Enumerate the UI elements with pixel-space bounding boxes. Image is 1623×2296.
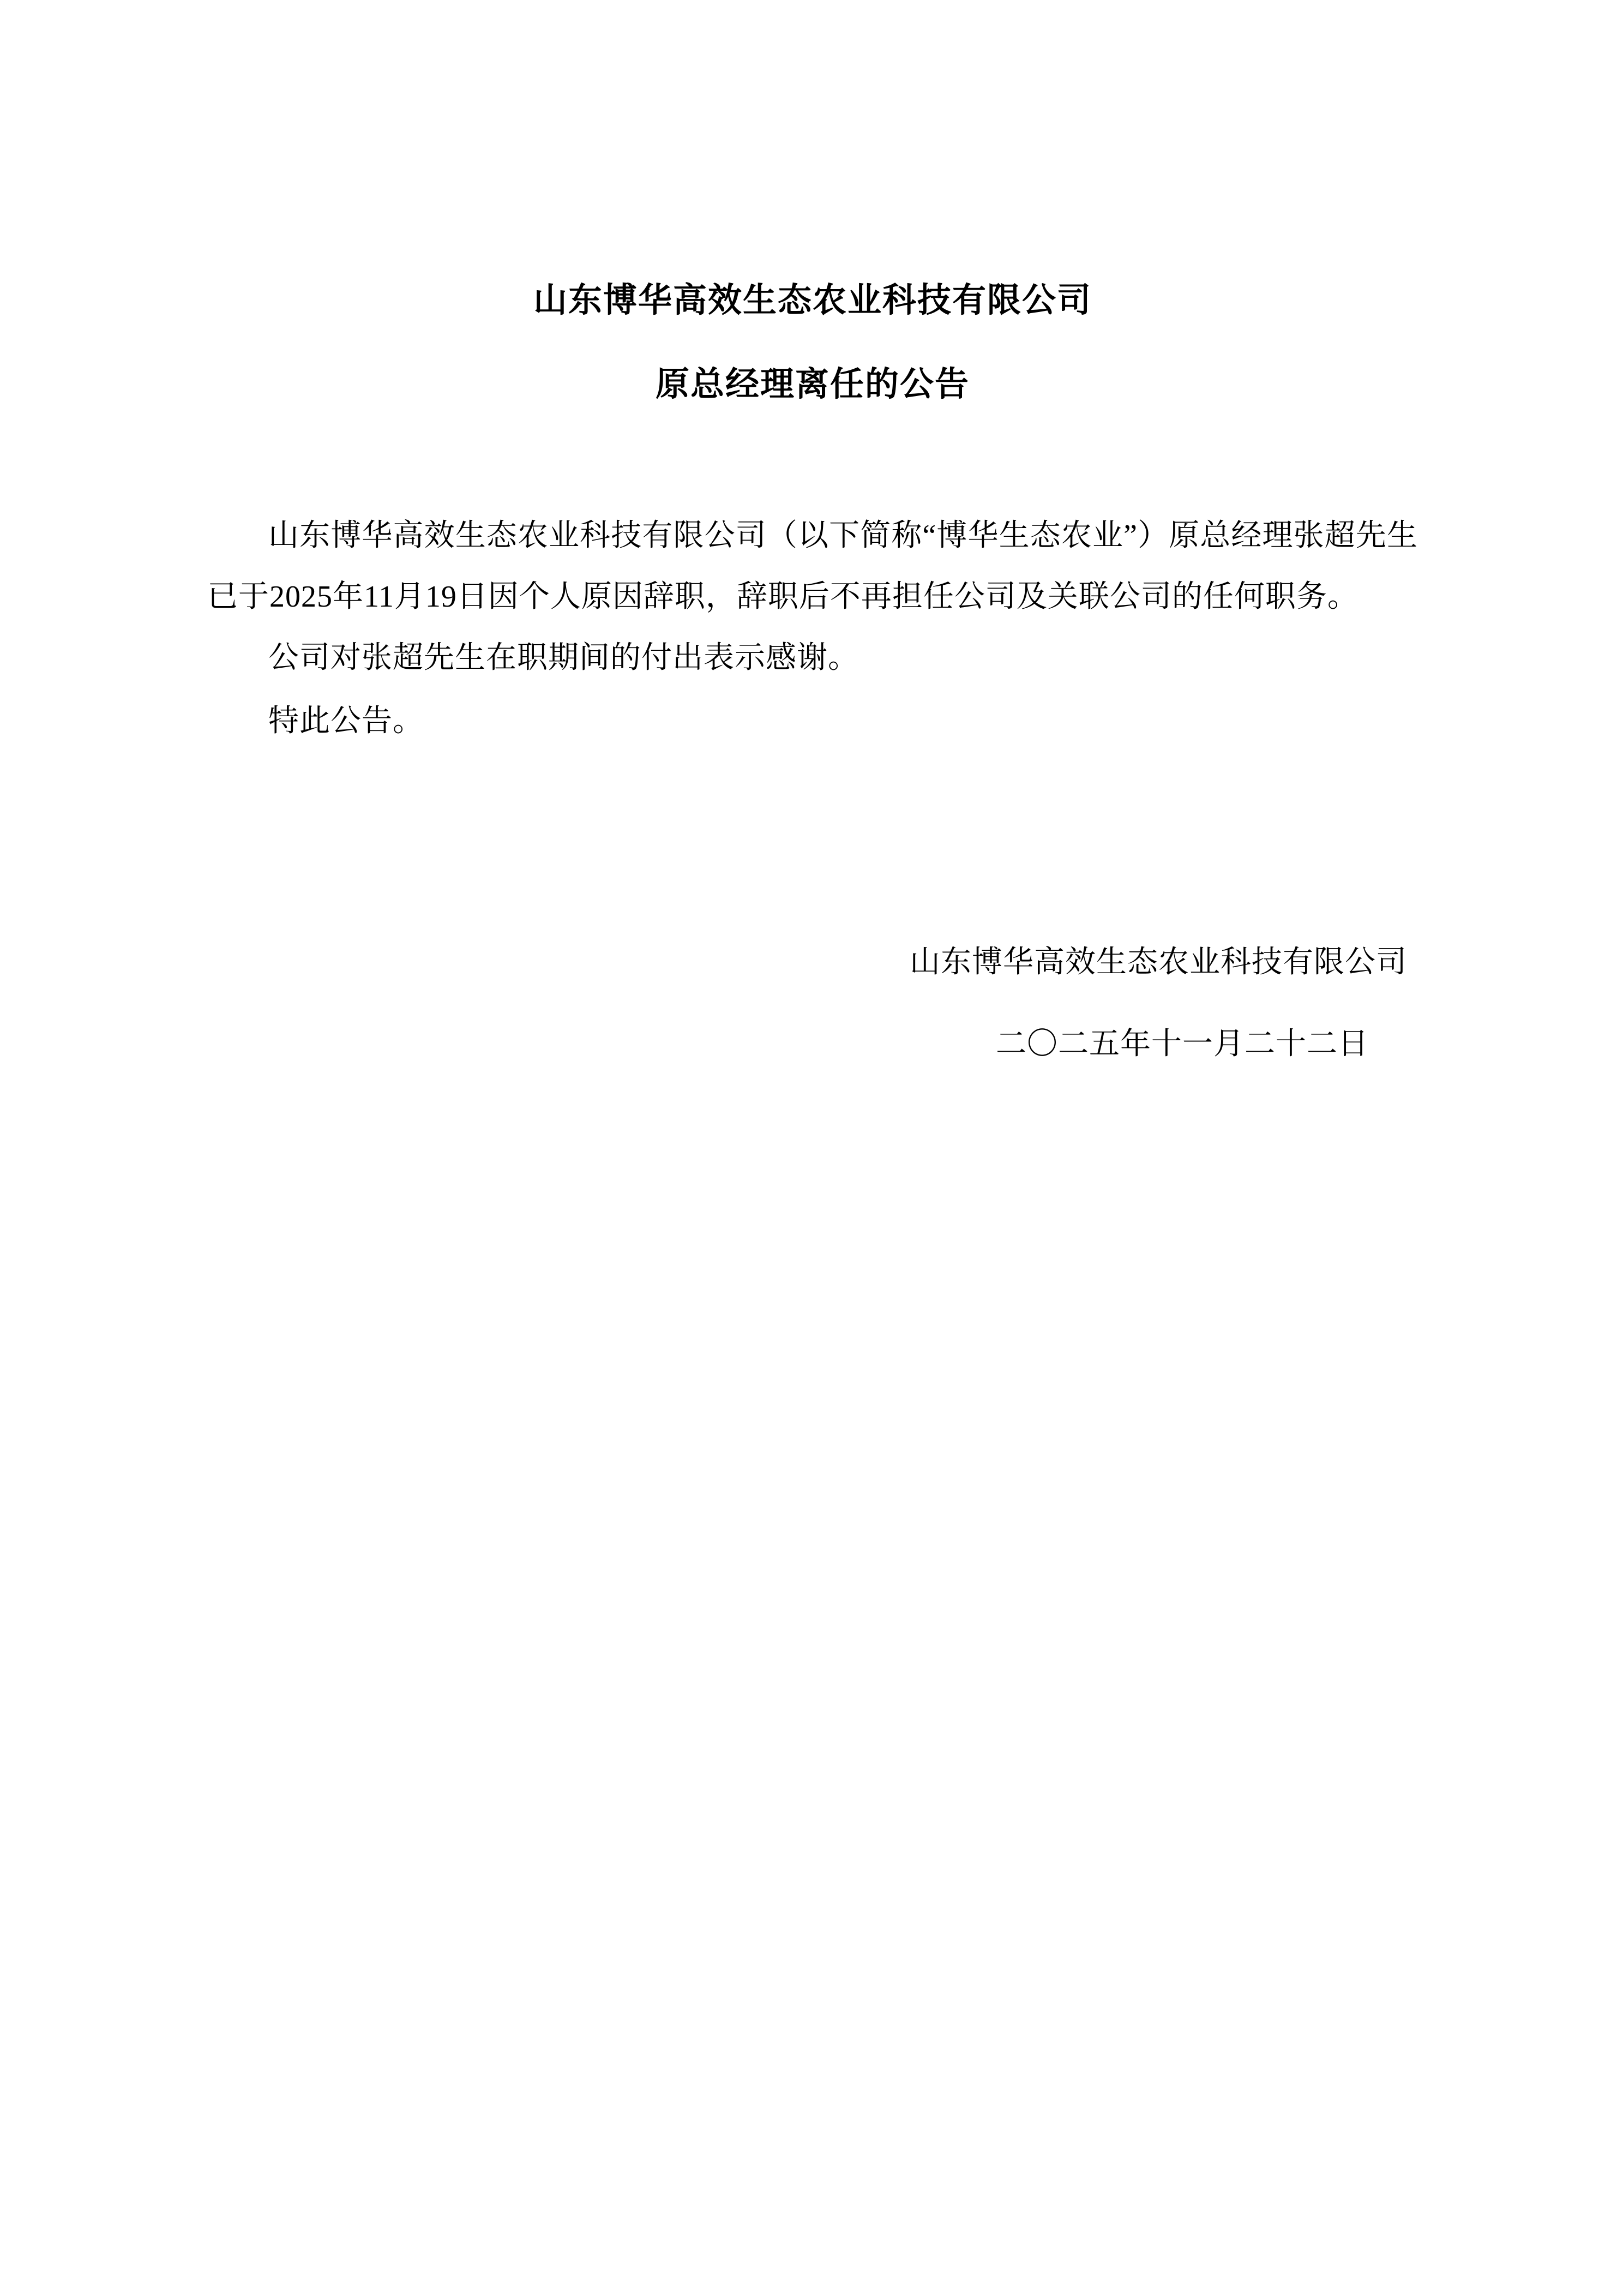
document-content bbox=[207, 0, 1418, 1075]
body-paragraph-3: 特此公告。 bbox=[268, 704, 424, 738]
document-title-line-2: 原总经理离任的公告 bbox=[655, 366, 970, 403]
document-title-line-1: 山东博华高效生态农业科技有限公司 bbox=[533, 282, 1092, 319]
body-paragraph-1: 山东博华高效生态农业科技有限公司（以下简称“博华生态农业”）原总经理张超先生已于2025年11月19日因个人原因辞职，辞职后不再担任公司及关联公司的任何职务。 bbox=[207, 519, 1418, 614]
signature-date: 二〇二五年十一月二十二日 bbox=[996, 1027, 1369, 1061]
body-paragraph-2: 公司对张超先生在职期间的付出表示感谢。 bbox=[268, 641, 859, 675]
signature-block bbox=[207, 932, 1418, 1075]
document-body bbox=[207, 505, 1418, 752]
signature-company: 山东博华高效生态农业科技有限公司 bbox=[910, 945, 1407, 979]
